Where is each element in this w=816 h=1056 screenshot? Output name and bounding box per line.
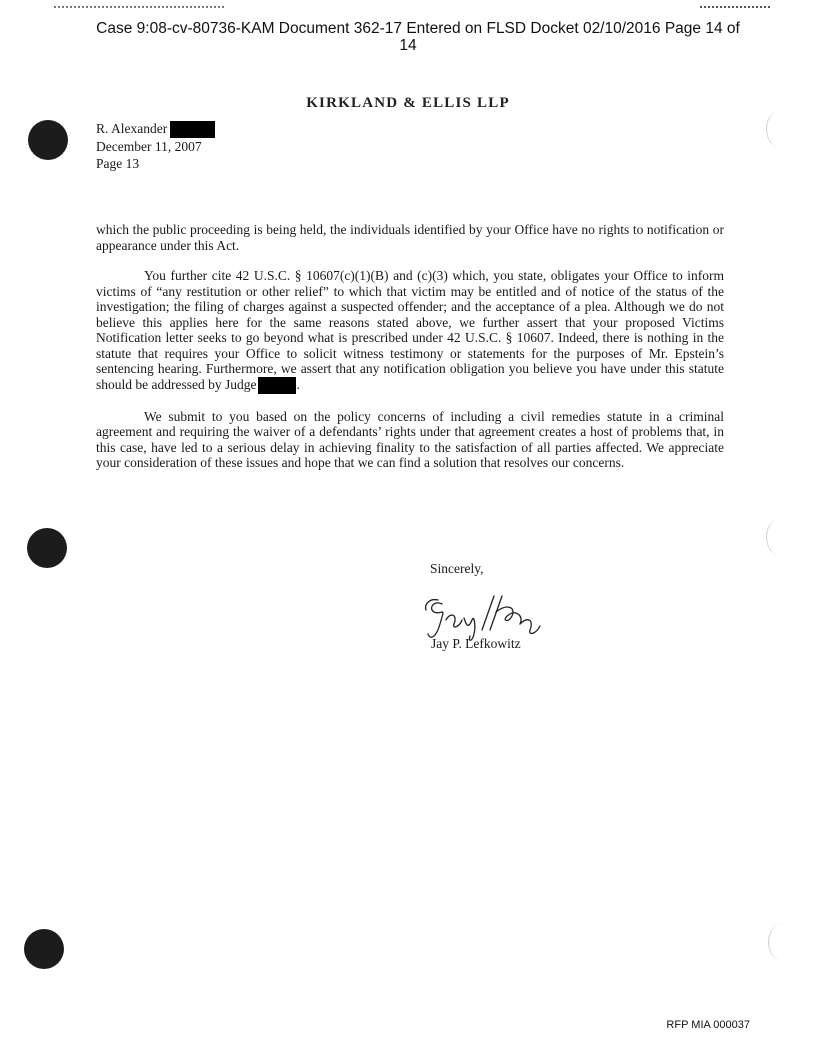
letter-header xyxy=(96,120,215,172)
recipient-line xyxy=(96,120,215,138)
punch-hole-top xyxy=(28,120,68,160)
scan-artifact-top-left xyxy=(54,6,224,12)
bleed-through-hole-top xyxy=(766,110,795,148)
docket-header-line2: 14 xyxy=(399,37,417,54)
scan-artifact-top-right xyxy=(700,6,770,12)
punch-hole-bottom xyxy=(24,929,64,969)
redaction-box xyxy=(170,121,215,138)
page-number: Page 13 xyxy=(96,156,140,172)
punch-hole-middle xyxy=(27,528,67,568)
letter-date: December 11, 2007 xyxy=(96,139,202,155)
paragraph-3: We submit to you based on the policy concerns of including a civil remedies statute in a criminal agreement and requiring the waiver of a defendants’ rights under that agreement creates a host of problems that, in this case, have led to a serious delay in achieving finality to the satisfaction of all parties affected. We appreciate your consideration of these issues and hope that we can find a solution that resolves our concerns. xyxy=(96,408,724,471)
paragraph-2-end: . xyxy=(296,376,300,392)
bleed-through-hole-bottom xyxy=(768,923,797,961)
court-docket-header xyxy=(0,20,816,54)
paragraph-2 xyxy=(96,268,724,394)
paragraph-2-text: You further cite 42 U.S.C. § 10607(c)(1)(B) and (c)(3) which, you state, obligates your Office to inform victims of “any restitution or other relief” to which that victim may be entitled and of notice of the status of the investigation; the filing of charges against a suspected offender; and the acceptance of a plea. Although we do not believe this applies here for the same reasons stated above, we further assert that your proposed Victims Notification letter seeks to go beyond what is prescribed under 42 U.S.C. § 10607. Indeed, there is nothing in the statute that requires your Office to solicit witness testimony or statements for the purposes of Mr. Epstein’s sentencing hearing. Furthermore, we assert that any notification obligation you believe you have under this statute should be addressed by Judge xyxy=(96,268,724,392)
firm-letterhead: KIRKLAND & ELLIS LLP xyxy=(306,95,510,111)
letter-body xyxy=(96,222,724,486)
bleed-through-hole-middle xyxy=(766,518,795,556)
paragraph-1: which the public proceeding is being held, the individuals identified by your Office have no rights to notification or appearance under this Act. xyxy=(96,222,724,253)
closing-salutation: Sincerely, xyxy=(430,561,484,576)
docket-header-line1: Case 9:08-cv-80736-KAM Document 362-17 Entered on FLSD Docket 02/10/2016 Page 14 of xyxy=(96,20,740,37)
redaction-box xyxy=(258,377,296,394)
signer-name: Jay P. Lefkowitz xyxy=(431,636,521,651)
recipient-name: R. Alexander xyxy=(96,121,168,136)
bates-number: RFP MIA 000037 xyxy=(666,1019,750,1031)
